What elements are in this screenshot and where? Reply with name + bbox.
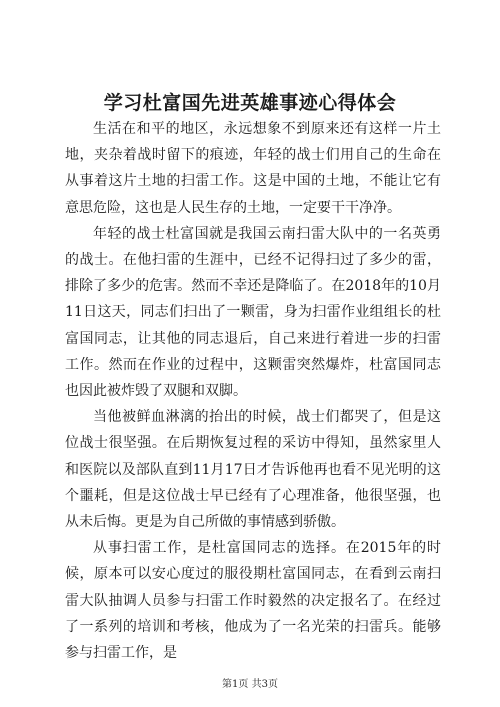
paragraph: 年轻的战士杜富国就是我国云南扫雷大队中的一名英勇的战士。在他扫雷的生涯中，已经不记得扫过了多少的雷，排除了多少的危害。然而不幸还是降临了。在2018年的10月11日这天，同志们扫出了一颗雷，身为扫雷作业组组长的杜富国同志，让其他的同志退后，自己来进行着进一步的扫雷工作。然而在作业的过程中，这颗雷突然爆炸，杜富国同志也因此被炸毁了双腿和双脚。 bbox=[65, 225, 441, 400]
paragraph: 当他被鲜血淋漓的抬出的时候，战士们都哭了，但是这位战士很坚强。在后期恢复过程的采访中得知，虽然家里人和医院以及部队直到11月17日才告诉他再也看不见光明的这个噩耗，但是这位战士早已经有了心理准备，他很坚强，也从未后悔。更是为自己所做的事情感到骄傲。 bbox=[65, 409, 441, 531]
paragraph: 生活在和平的地区，永远想象不到原来还有这样一片土地，夹杂着战时留下的痕迹，年轻的战士们用自己的生命在从事着这片土地的扫雷工作。这是中国的土地，不能让它有意思危险，这也是人民生存的土地，一定要干干净净。 bbox=[65, 121, 441, 216]
page-footer: 第1页 共3页 bbox=[222, 679, 278, 690]
document-title: 学习杜富国先进英雄事迹心得体会 bbox=[103, 92, 397, 114]
paragraph: 从事扫雷工作，是杜富国同志的选择。在2015年的时候，原本可以安心度过的服役期杜富国同志，在看到云南扫雷大队抽调人员参与扫雷工作时毅然的决定报名了。在经过了一系列的培训和考核，他成为了一名光荣的扫雷兵。能够参与扫雷工作，是 bbox=[65, 540, 441, 662]
document-body bbox=[65, 116, 441, 666]
